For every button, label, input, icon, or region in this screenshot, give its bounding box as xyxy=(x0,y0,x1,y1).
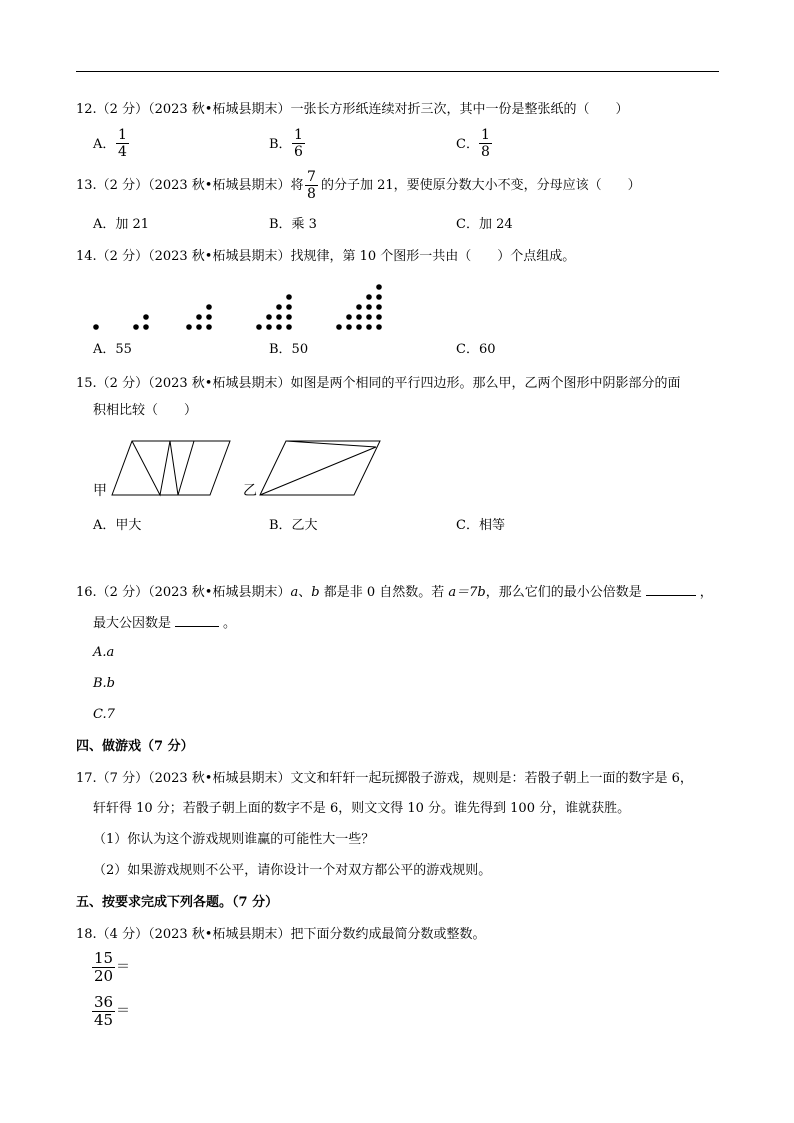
q14-option-b[interactable]: B．50 xyxy=(269,342,309,357)
q13-fraction: 7 8 xyxy=(307,169,316,202)
dot xyxy=(196,314,202,320)
q18-fraction-2: 36 45 xyxy=(94,993,114,1029)
dot xyxy=(196,324,202,330)
q14-stem: 14.（2 分）（2023 秋•柘城县期末）找规律，第 10 个图形一共由（ ）个点组成。 xyxy=(76,249,576,264)
dot xyxy=(356,314,362,320)
q14-option-c[interactable]: C．60 xyxy=(456,342,496,357)
dot xyxy=(286,304,292,310)
jia-triangles xyxy=(132,441,194,495)
q17-line1: 17.（7 分）（2023 秋•柘城县期末）文文和轩轩一起玩掷骰子游戏，规则是：若骰子朝上一面的数字是 6， xyxy=(76,771,693,786)
q16-line2: 最大公因数是 。 xyxy=(93,616,237,631)
q15-option-a[interactable]: A．甲大 xyxy=(93,518,142,533)
q16-option-c[interactable]: C.7 xyxy=(93,707,115,722)
q12-option-b-letter[interactable]: B． xyxy=(269,137,292,152)
dot xyxy=(346,324,352,330)
lcm-blank[interactable] xyxy=(646,583,696,596)
dot xyxy=(206,304,212,310)
q16-line1: 16.（2 分）（2023 秋•柘城县期末）a、b 都是非 0 自然数。若 a＝7b，那么它们的最小公倍数是 ， xyxy=(76,585,713,600)
q12-stem: 12.（2 分）（2023 秋•柘城县期末）一张长方形纸连续对折三次，其中一份是整张纸的（ ） xyxy=(76,102,629,117)
parallelogram-yi xyxy=(260,441,380,495)
dot xyxy=(143,314,149,320)
dot xyxy=(376,324,382,330)
q15-line2: 积相比较（ ） xyxy=(93,403,198,418)
q12-option-c-letter[interactable]: C． xyxy=(456,137,479,152)
q17-line2: 轩轩得 10 分；若骰子朝上面的数字不是 6，则文文得 10 分。谁先得到 100 分，谁就获胜。 xyxy=(93,801,631,816)
dot xyxy=(376,304,382,310)
dot xyxy=(133,324,139,330)
dot xyxy=(286,294,292,300)
dot xyxy=(206,324,212,330)
q18-equals-1: ＝ xyxy=(116,959,130,975)
section-4-heading: 四、做游戏（7 分） xyxy=(76,739,194,754)
q12-option-a-letter[interactable]: A． xyxy=(93,137,116,152)
q13-option-a[interactable]: A．加 21 xyxy=(93,217,150,232)
parallelogram-figures xyxy=(90,435,450,505)
dot xyxy=(356,304,362,310)
dot xyxy=(93,324,99,330)
dot xyxy=(266,314,272,320)
q13-option-b[interactable]: B．乘 3 xyxy=(269,217,317,232)
q18-equals-2: ＝ xyxy=(116,1003,130,1019)
dot xyxy=(366,314,372,320)
q14-option-a[interactable]: A．55 xyxy=(93,342,132,357)
dot xyxy=(356,324,362,330)
dot xyxy=(286,324,292,330)
dot xyxy=(366,294,372,300)
q18-fraction-1: 15 20 xyxy=(94,949,114,985)
dot xyxy=(286,314,292,320)
q12-option-a-fraction: 1 4 xyxy=(118,127,127,160)
dot xyxy=(366,304,372,310)
q13-suffix: 的分子加 21，要使原分数大小不变，分母应该（ ） xyxy=(321,178,641,193)
dot xyxy=(346,314,352,320)
dot xyxy=(336,324,342,330)
dot xyxy=(366,324,372,330)
header-rule xyxy=(76,71,719,72)
yi-triangle xyxy=(260,441,376,495)
q15-line1: 15.（2 分）（2023 秋•柘城县期末）如图是两个相同的平行四边形。那么甲，乙两个图形中阴影部分的面 xyxy=(76,376,681,391)
q12-option-c-fraction: 1 8 xyxy=(481,127,490,160)
q16-option-a[interactable]: A.a xyxy=(93,645,115,660)
dot xyxy=(376,294,382,300)
dot xyxy=(276,314,282,320)
dot xyxy=(206,314,212,320)
dot xyxy=(186,324,192,330)
dot xyxy=(376,314,382,320)
dot xyxy=(143,324,149,330)
q12-option-b-fraction: 1 6 xyxy=(294,127,303,160)
q18-stem: 18.（4 分）（2023 秋•柘城县期末）把下面分数约成最简分数或整数。 xyxy=(76,927,486,942)
q17-sub2: （2）如果游戏规则不公平，请你设计一个对双方都公平的游戏规则。 xyxy=(93,863,492,878)
q16-option-b[interactable]: B.b xyxy=(93,676,116,691)
dot xyxy=(266,324,272,330)
dot xyxy=(276,324,282,330)
q13-option-c[interactable]: C．加 24 xyxy=(456,217,513,232)
label-yi: 乙 xyxy=(243,483,257,499)
dot xyxy=(376,284,382,290)
label-jia: 甲 xyxy=(93,483,107,499)
q13-prefix: 13.（2 分）（2023 秋•柘城县期末）将 xyxy=(76,178,304,193)
dot xyxy=(276,304,282,310)
q17-sub1: （1）你认为这个游戏规则谁赢的可能性大一些？ xyxy=(93,832,375,847)
dot-pattern-figure xyxy=(0,265,794,345)
section-5-heading: 五、按要求完成下列各题。（7 分） xyxy=(76,895,279,910)
dot xyxy=(256,324,262,330)
q15-option-c[interactable]: C．相等 xyxy=(456,518,505,533)
q15-option-b[interactable]: B．乙大 xyxy=(269,518,318,533)
gcd-blank[interactable] xyxy=(175,614,219,627)
